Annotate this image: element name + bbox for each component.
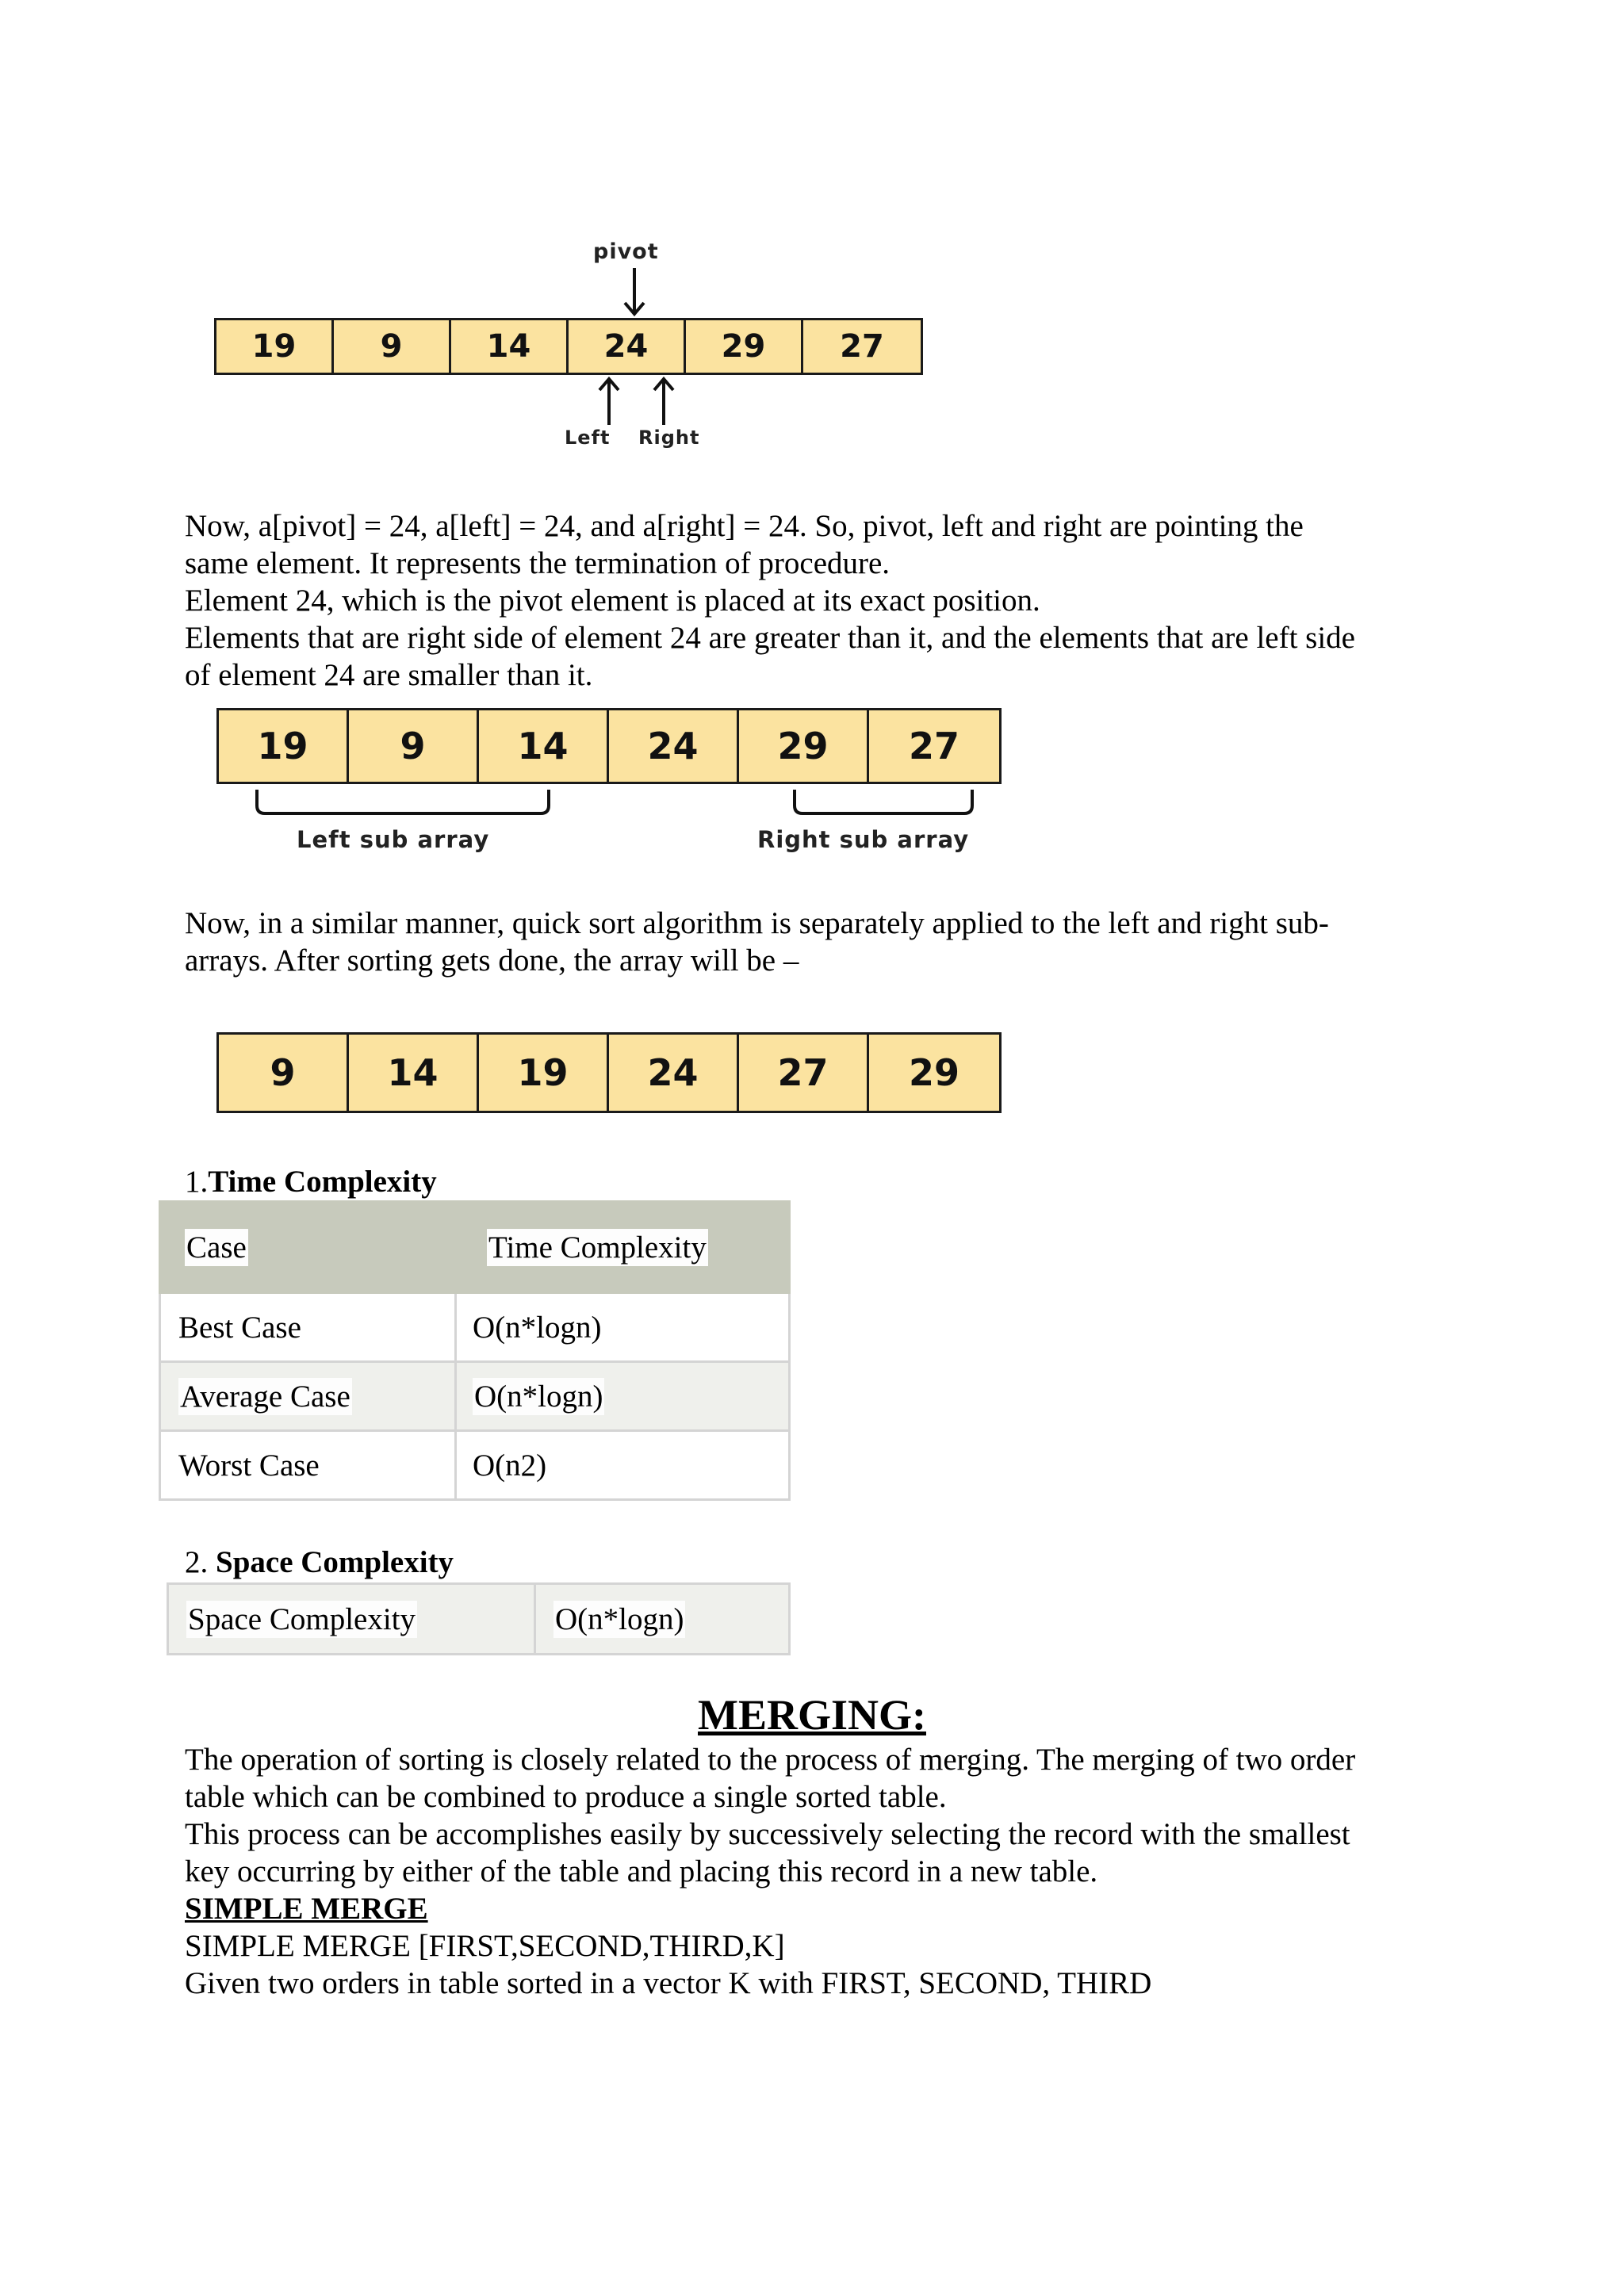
- left-pointer-label: Left: [565, 427, 611, 449]
- table-cell: Worst Case: [160, 1431, 456, 1500]
- array-cell: 27: [908, 725, 959, 767]
- array-cell: 24: [609, 1035, 739, 1111]
- space-complexity-heading: [185, 1544, 454, 1580]
- left-brace-icon: [252, 786, 553, 820]
- table-cell: Best Case: [160, 1293, 456, 1362]
- array-cell: 9: [219, 1035, 349, 1111]
- simple-merge-heading: SIMPLE MERGE: [185, 1892, 428, 1926]
- table-row: [160, 1293, 790, 1362]
- table-cell: O(n2): [456, 1431, 790, 1500]
- array-cell: 27: [840, 328, 884, 365]
- left-sub-array-label: Left sub array: [297, 826, 490, 853]
- left-arrow-icon: [595, 376, 623, 425]
- text-line: table which can be combined to produce a single sorted table.: [185, 1780, 947, 1814]
- table-cell: Space Complexity: [168, 1584, 535, 1655]
- array-cell: 19: [219, 710, 349, 782]
- time-complexity-table: [159, 1200, 791, 1501]
- text-line: This process can be accomplishes easily by successively selecting the record with the smallest: [185, 1817, 1350, 1851]
- text-line: Elements that are right side of element 24 are greater than it, and the elements that are left side: [185, 621, 1355, 655]
- table-cell: O(n*logn): [456, 1293, 790, 1362]
- termination-explanation: [185, 507, 1444, 694]
- right-pointer-label: Right: [638, 427, 700, 449]
- right-brace-icon: [790, 786, 977, 820]
- simple-merge-signature: SIMPLE MERGE [FIRST,SECOND,THIRD,K]: [185, 1929, 785, 1963]
- table-row: [168, 1584, 790, 1655]
- array-partitioned: [216, 708, 1002, 784]
- text-line: arrays. After sorting gets done, the array will be –: [185, 943, 799, 978]
- pivot-arrow-icon: [619, 268, 650, 319]
- recursion-explanation: [185, 905, 1444, 979]
- array-cell: 9: [349, 710, 479, 782]
- text-line: of element 24 are smaller than it.: [185, 658, 593, 692]
- array-cell: 29: [686, 320, 803, 373]
- merging-body: [185, 1741, 1444, 2002]
- array-cell: 19: [216, 320, 334, 373]
- array-cell: 24: [609, 710, 739, 782]
- table-cell: Average Case: [160, 1362, 456, 1431]
- right-sub-array-label: Right sub array: [757, 826, 970, 853]
- text-line: key occurring by either of the table and placing this record in a new table.: [185, 1854, 1098, 1888]
- table-row: [160, 1362, 790, 1431]
- text-line: Element 24, which is the pivot element is placed at its exact position.: [185, 584, 1040, 618]
- table-cell: O(n*logn): [535, 1584, 790, 1655]
- merging-title: MERGING:: [698, 1691, 926, 1739]
- array-cell: 19: [479, 1035, 609, 1111]
- section-title: Space Complexity: [216, 1545, 454, 1579]
- text-line: Now, in a similar manner, quick sort algorithm is separately applied to the left and right sub-: [185, 906, 1329, 940]
- space-complexity-table: [167, 1582, 791, 1655]
- table-row: [160, 1431, 790, 1500]
- section-title: Time Complexity: [208, 1165, 437, 1199]
- time-complexity-heading: [185, 1164, 437, 1200]
- array-cell: 14: [479, 710, 609, 782]
- sorted-array: [216, 1032, 1002, 1113]
- table-cell: O(n*logn): [456, 1362, 790, 1431]
- table-header-cell: Case: [160, 1202, 456, 1293]
- array-cell: 9: [334, 320, 451, 373]
- section-number: 2.: [185, 1545, 209, 1579]
- array-cell: 27: [739, 1035, 869, 1111]
- array-cell: 14: [451, 320, 569, 373]
- right-arrow-icon: [649, 376, 678, 425]
- array-cell: 14: [349, 1035, 479, 1111]
- pivot-label: pivot: [593, 239, 659, 264]
- text-line: The operation of sorting is closely related to the process of merging. The merging of two order: [185, 1743, 1356, 1777]
- array-cell: 24: [569, 320, 686, 373]
- text-line: Now, a[pivot] = 24, a[left] = 24, and a[right] = 24. So, pivot, left and right are pointing the: [185, 509, 1304, 543]
- section-number: 1.: [185, 1165, 209, 1199]
- array-cell: 29: [908, 1051, 959, 1094]
- text-line: Given two orders in table sorted in a vector K with FIRST, SECOND, THIRD: [185, 1966, 1152, 2000]
- table-header-cell: Time Complexity: [456, 1202, 790, 1293]
- array-cell: 29: [739, 710, 869, 782]
- text-line: same element. It represents the termination of procedure.: [185, 546, 891, 580]
- table-header-row: [160, 1202, 790, 1293]
- array-before-partition: [214, 318, 923, 375]
